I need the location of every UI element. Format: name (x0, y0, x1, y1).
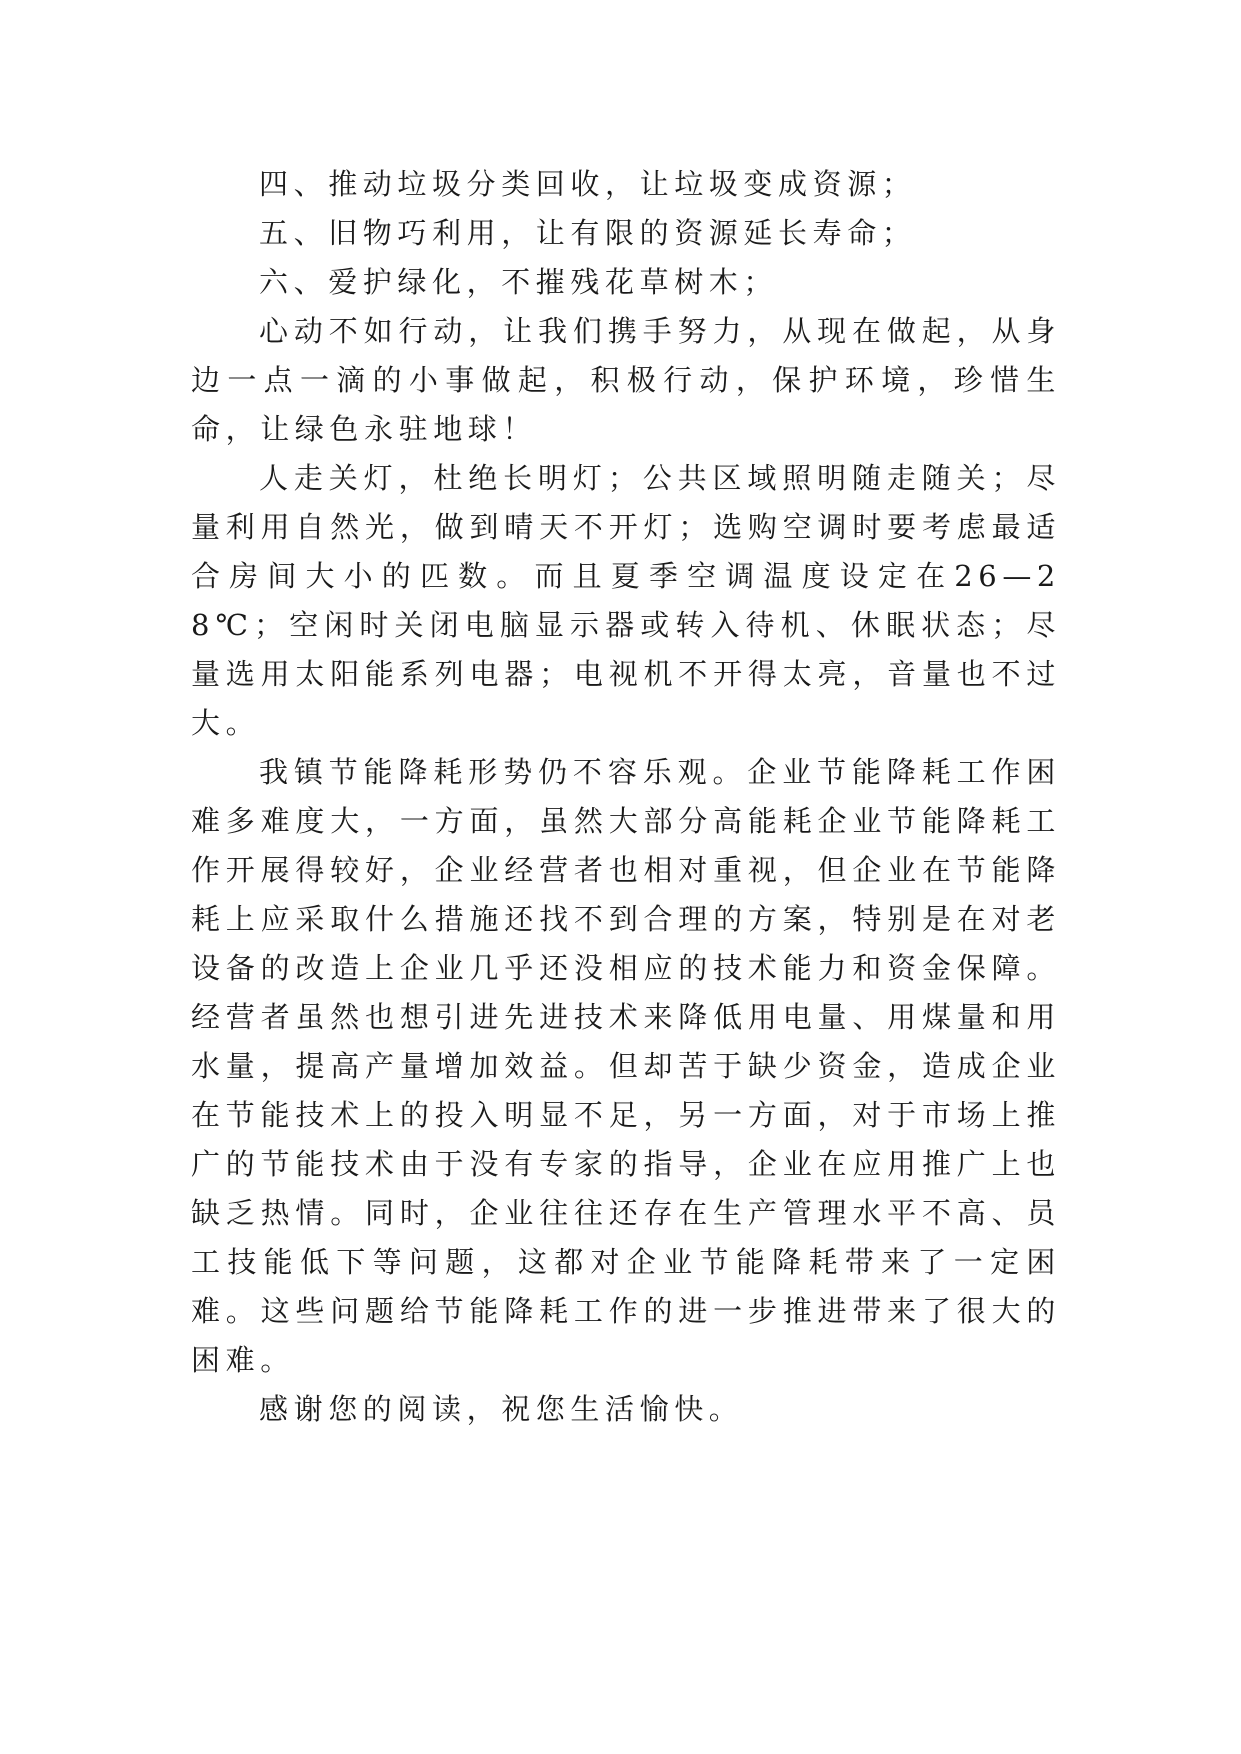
paragraph-item-6: 六、爱护绿化，不摧残花草树木； (259, 265, 779, 299)
paragraph-item-4: 四、推动垃圾分类回收，让垃圾变成资源； (259, 167, 917, 201)
paragraph-town-situation: 我镇节能降耗形势仍不容乐观。企业节能降耗工作困难多难度大，一方面，虽然大部分高能耗企业节能降耗工作开展得较好，企业经营者也相对重视，但企业在节能降耗上应采取什么措施还找不到合理的方案，特别是在对老设备的改造上企业几乎还没相应的技术能力和资金保障。经营者虽然也想引进先进技术来降低用电量、用煤量和用水量，提高产量增加效益。但却苦于缺少资金，造成企业在节能技术上的投入明显不足，另一方面，对于市场上推广的节能技术由于没有专家的指导，企业在应用推广上也缺乏热情。同时，企业往往还存在生产管理水平不高、员工技能低下等问题，这都对企业节能降耗带来了一定困难。这些问题给节能降耗工作的进一步推进带来了很大的困难。 (191, 755, 1061, 1377)
paragraph-call-to-action: 心动不如行动，让我们携手努力，从现在做起，从身边一点一滴的小事做起，积极行动，保护环境，珍惜生命，让绿色永驻地球！ (191, 314, 1061, 446)
paragraph-energy-tips: 人走关灯，杜绝长明灯；公共区域照明随走随关；尽量利用自然光，做到晴天不开灯；选购空调时要考虑最适合房间大小的匹数。而且夏季空调温度设定在26—28℃；空闲时关闭电脑显示器或转入待机、休眠状态；尽量选用太阳能系列电器；电视机不开得太亮，音量也不过大。 (191, 461, 1061, 740)
document-body (191, 160, 1061, 1434)
paragraph-item-5: 五、旧物巧利用，让有限的资源延长寿命； (259, 216, 917, 250)
paragraph-closing: 感谢您的阅读，祝您生活愉快。 (259, 1392, 744, 1426)
